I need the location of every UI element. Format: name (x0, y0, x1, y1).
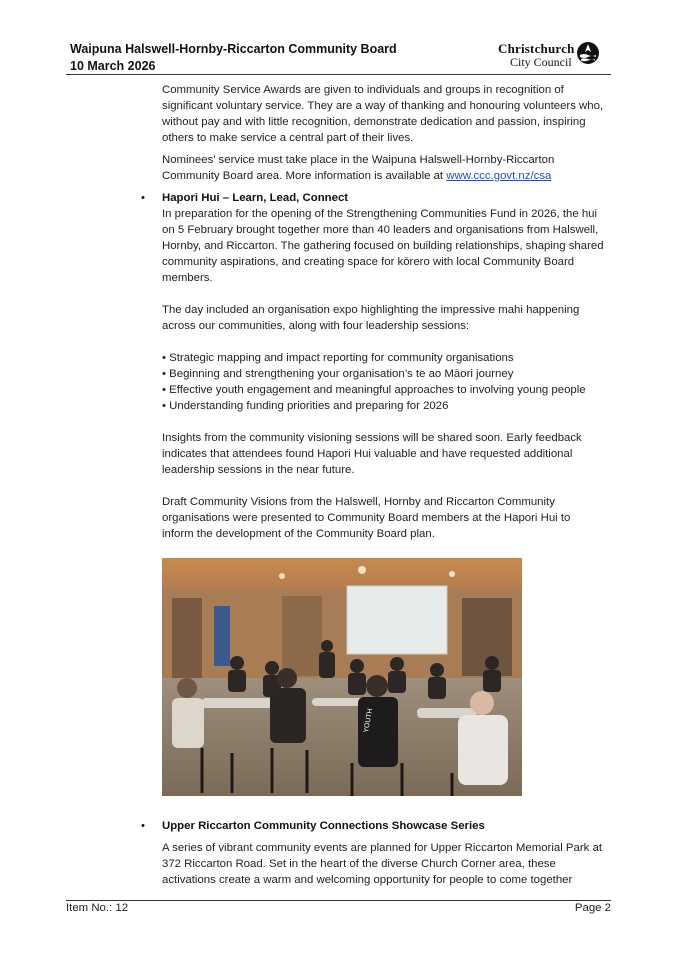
paragraph-csa-nominees (162, 152, 604, 184)
leadership-sessions-list (162, 350, 604, 414)
header-board-name: Waipuna Halswell-Hornby-Riccarton Community Board (70, 42, 397, 56)
jacket-text: YOUTH (363, 708, 375, 734)
paragraph-hapori-hui-visions: Draft Community Visions from the Halswell, Hornby and Riccarton Community organisations were presented to Community Board members at the Hapori Hui to inform the development of the Community Board plan. (162, 496, 571, 540)
footer-divider (66, 900, 611, 901)
logo-text-city-council: City Council (510, 55, 572, 69)
section-heading-upper-riccarton (141, 818, 604, 834)
list-item: • Understanding funding priorities and preparing for 2026 (162, 400, 449, 412)
paragraph-hapori-hui-intro: In preparation for the opening of the Strengthening Communities Fund in 2026, the hui on 5 February brought together more than 40 leaders and organisations from Halswell, Hornby, and Riccarton. The gathering focused on building relationships, shaping shared community aspirations, and creating space for kōrero with local Community Board members. (162, 208, 604, 284)
paragraph-csa-nominees-text: Nominees’ service must take place in the Waipuna Halswell-Hornby-Riccarton Community Board area. More information is available at (162, 154, 555, 182)
section-heading-upper-riccarton-text: Upper Riccarton Community Connections Showcase Series (162, 820, 485, 832)
logo-text-christchurch: Christchurch (498, 41, 575, 56)
list-item: • Beginning and strengthening your organisation’s te ao Māori journey (162, 368, 514, 380)
council-emblem-icon (576, 41, 600, 65)
paragraph-upper-riccarton: A series of vibrant community events are planned for Upper Riccarton Memorial Park at 372 Riccarton Road. Set in the heart of the diverse Church Corner area, these activations create a warm and welcoming opportunity for people to come together (162, 842, 602, 886)
list-item: • Strategic mapping and impact reporting for community organisations (162, 352, 514, 364)
bullet-icon: • (141, 192, 145, 204)
section-heading-hapori-hui (141, 190, 604, 206)
footer-page-number: Page 2 (574, 902, 611, 914)
photo-illustration (162, 558, 522, 796)
document-body (141, 82, 604, 888)
list-item: • Effective youth engagement and meaningful approaches to involving young people (162, 384, 586, 396)
footer-item-number: Item No.: 12 (66, 902, 129, 914)
paragraph-hapori-hui-insights: Insights from the community visioning sessions will be shared soon. Early feedback indicates that attendees found Hapori Hui valuable and have requested additional leadership sessions in the near future. (162, 432, 582, 476)
header-date: 10 March 2026 (70, 59, 156, 73)
paragraph-hapori-hui-day: The day included an organisation expo highlighting the impressive mahi happening across our communities, along with four leadership sessions: (162, 304, 580, 332)
paragraph-csa-intro: Community Service Awards are given to individuals and groups in recognition of significant voluntary service. They are a way of thanking and honouring volunteers who, without pay and with little recognition, demonstrate dedication and passion, inspiring others to make service a central part of their lives. (162, 84, 604, 144)
csa-link[interactable]: www.ccc.govt.nz/csa (446, 170, 552, 182)
section-heading-hapori-hui-text: Hapori Hui – Learn, Lead, Connect (162, 192, 349, 204)
hapori-hui-photo (162, 558, 522, 796)
bullet-icon: • (141, 820, 145, 832)
council-logo (498, 41, 610, 69)
header-divider (66, 74, 611, 75)
page-header-title (70, 41, 397, 75)
